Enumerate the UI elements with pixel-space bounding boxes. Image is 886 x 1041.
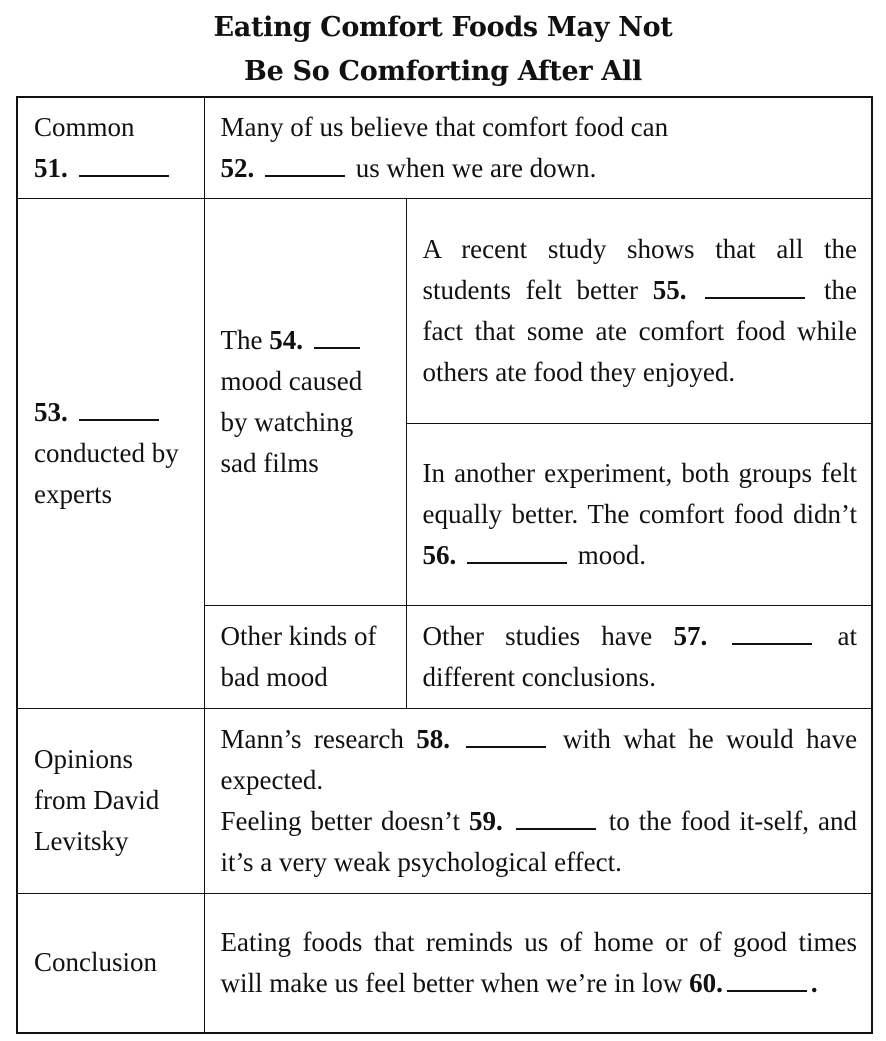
blank-53[interactable] (79, 418, 159, 421)
blank-60[interactable] (727, 989, 807, 992)
subcategory-cell-other-moods: Other kinds of bad mood (204, 605, 406, 708)
question-number: 58. (416, 723, 451, 754)
question-number: 53. (34, 396, 68, 427)
content-cell-common: Many of us believe that comfort food can 52. us when we are down. (204, 97, 872, 198)
blank-57[interactable] (732, 642, 812, 645)
table-row (17, 97, 872, 198)
content-cell-study-1: A recent study shows that all the students felt better 55. the fact that some ate comfort food while others ate food they enjoyed. (406, 198, 872, 423)
blank-56[interactable] (467, 561, 567, 564)
blank-54[interactable] (314, 346, 360, 349)
table-row (17, 893, 872, 1033)
table-row (17, 198, 872, 423)
category-cell-common (17, 97, 204, 198)
table-row (17, 708, 872, 893)
title-line-1: Eating Comfort Foods May Not (213, 12, 673, 43)
blank-59[interactable] (516, 827, 596, 830)
question-number: 51. (34, 152, 68, 183)
content-cell-study-2: In another experiment, both groups felt equally better. The comfort food didn’t 56. mood. (406, 423, 872, 605)
question-number: 60. (689, 967, 723, 998)
blank-52[interactable] (265, 174, 345, 177)
title-line-2: Be So Comforting After All (244, 56, 642, 87)
question-number: 52. (220, 152, 255, 183)
question-number: 59. (469, 805, 503, 836)
blank-58[interactable] (466, 745, 546, 748)
category-cell-opinions: Opinions from David Levitsky (17, 708, 204, 893)
blank-51[interactable] (79, 174, 169, 177)
page-title (0, 6, 886, 94)
category-label: Common (34, 111, 135, 142)
category-cell-studies (17, 198, 204, 708)
content-cell-opinions: Mann’s research 58. with what he would have expected. Feeling better doesn’t 59. to the food it-self, and it’s a very weak psychological effect. (204, 708, 872, 893)
question-number: 56. (422, 539, 457, 570)
blank-55[interactable] (705, 296, 805, 299)
question-number: 57. (673, 620, 708, 651)
question-number: 54. (269, 324, 303, 355)
category-cell-conclusion: Conclusion (17, 893, 204, 1033)
content-cell-other-studies: Other studies have 57. at different conclusions. (406, 605, 872, 708)
summary-table (16, 96, 873, 1034)
question-number: 55. (652, 274, 687, 305)
content-cell-conclusion: Eating foods that reminds us of home or of good times will make us feel better when we’re in low 60. . (204, 893, 872, 1033)
subcategory-cell-sad-films: The 54. mood caused by watching sad films (204, 198, 406, 605)
category-label: conducted by experts (34, 437, 179, 509)
